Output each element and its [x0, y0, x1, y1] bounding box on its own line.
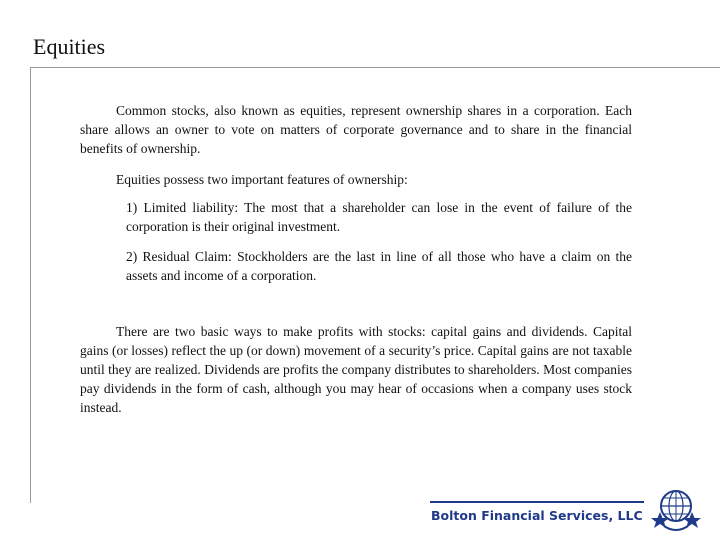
globe-star-icon	[650, 482, 702, 534]
feature-item-residual-claim: 2) Residual Claim: Stockholders are the last in line of all those who have a claim on the assets and income of a corporation.	[126, 249, 632, 283]
profits-paragraph: There are two basic ways to make profits with stocks: capital gains and dividends. Capital gains (or losses) reflect the up (or down) movement of a security’s price. Capital gains are not taxable until they are realized. Dividends are profits the company distributes to shareholders. Most companies pay dividends in the form of cash, although you may hear of occasions when a company uses stock instead.	[80, 324, 632, 415]
slide-title: Equities	[33, 34, 106, 59]
features-lead-paragraph: Equities possess two important features of ownership:	[116, 172, 408, 187]
company-name: Bolton Financial Services, LLC	[431, 508, 643, 523]
title-divider	[30, 67, 720, 68]
left-divider	[30, 67, 31, 503]
footer-divider	[430, 501, 644, 503]
feature-item-limited-liability: 1) Limited liability: The most that a shareholder can lose in the event of failure of the corporation is their original investment.	[126, 200, 632, 234]
intro-paragraph: Common stocks, also known as equities, represent ownership shares in a corporation. Each share allows an owner to vote on matters of corporate governance and to share in the financial benefits of ownership.	[80, 103, 632, 156]
